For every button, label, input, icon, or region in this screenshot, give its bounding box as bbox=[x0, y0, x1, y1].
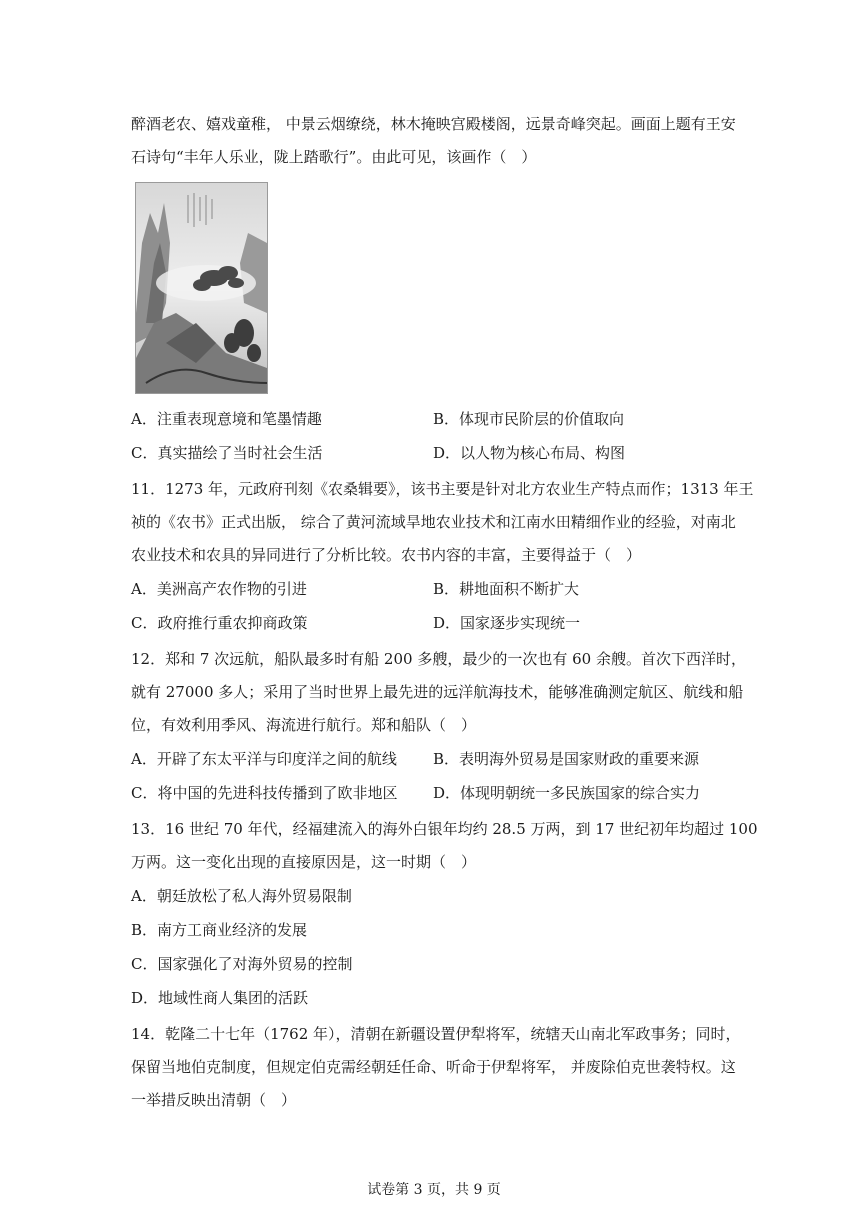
q10-option-b[interactable]: B．体现市民阶层的价值取向 bbox=[433, 410, 625, 428]
q10-option-c[interactable]: C．真实描绘了当时社会生活 bbox=[131, 444, 323, 462]
page-footer: 试卷第 3 页，共 9 页 bbox=[367, 1182, 501, 1198]
q13-option-d[interactable]: D．地域性商人集团的活跃 bbox=[131, 989, 309, 1007]
q11-option-b[interactable]: B．耕地面积不断扩大 bbox=[433, 580, 580, 598]
q11-stem-line-3: 农业技术和农具的异同进行了分析比较。农书内容的丰富，主要得益于（ ） bbox=[131, 546, 642, 564]
q10-stem-line-2: 石诗句“丰年人乐业，陇上踏歌行”。由此可见，该画作（ ） bbox=[131, 148, 537, 166]
q11-option-c[interactable]: C．政府推行重农抑商政策 bbox=[131, 614, 308, 632]
q12-stem-line-3: 位，有效利用季风、海流进行航行。郑和船队（ ） bbox=[131, 716, 477, 734]
q14-stem-line-1: 14．乾隆二十七年（1762 年），清朝在新疆设置伊犁将军，统辖天山南北军政事务；同时， bbox=[131, 1025, 741, 1043]
q12-stem-line-1: 12．郑和 7 次远航，船队最多时有船 200 多艘，最少的一次也有 60 余艘。首次下西洋时， bbox=[131, 650, 746, 668]
q13-option-c[interactable]: C．国家强化了对海外贸易的控制 bbox=[131, 955, 353, 973]
q12-stem-line-2: 就有 27000 多人；采用了当时世界上最先进的远洋航海技术，能够准确测定航区、航线和船 bbox=[131, 683, 744, 701]
q12-option-c[interactable]: C．将中国的先进科技传播到了欧非地区 bbox=[131, 784, 398, 802]
q10-option-d[interactable]: D．以人物为核心布局、构图 bbox=[433, 444, 626, 462]
q11-stem-line-1: 11．1273 年，元政府刊刻《农桑辑要》，该书主要是针对北方农业生产特点而作；1313 年王 bbox=[131, 480, 754, 498]
q13-option-a[interactable]: A．朝廷放松了私人海外贸易限制 bbox=[131, 887, 352, 905]
q11-option-d[interactable]: D．国家逐步实现统一 bbox=[433, 614, 581, 632]
q12-option-b[interactable]: B．表明海外贸易是国家财政的重要来源 bbox=[433, 750, 700, 768]
q10-stem-line-1: 醉酒老农、嬉戏童稚， 中景云烟缭绕，林木掩映宫殿楼阁，远景奇峰突起。画面上题有王安 bbox=[131, 115, 736, 133]
q10-option-a[interactable]: A．注重表现意境和笔墨情趣 bbox=[131, 410, 322, 428]
q13-stem-line-2: 万两。这一变化出现的直接原因是，这一时期（ ） bbox=[131, 853, 477, 871]
q11-option-a[interactable]: A．美洲高产农作物的引进 bbox=[131, 580, 307, 598]
q13-option-b[interactable]: B．南方工商业经济的发展 bbox=[131, 921, 308, 939]
q14-stem-line-2: 保留当地伯克制度，但规定伯克需经朝廷任命、听命于伊犁将军， 并废除伯克世袭特权。这 bbox=[131, 1058, 736, 1076]
q13-stem-line-1: 13．16 世纪 70 年代，经福建流入的海外白银年均约 28.5 万两，到 17 世纪初年均超过 100 bbox=[131, 820, 758, 838]
q14-stem-line-3: 一举措反映出清朝（ ） bbox=[131, 1091, 297, 1109]
landscape-painting-image bbox=[135, 182, 268, 394]
q12-option-a[interactable]: A．开辟了东太平洋与印度洋之间的航线 bbox=[131, 750, 397, 768]
q12-option-d[interactable]: D．体现明朝统一多民族国家的综合实力 bbox=[433, 784, 701, 802]
q11-stem-line-2: 祯的《农书》正式出版， 综合了黄河流域旱地农业技术和江南水田精细作业的经验，对南北 bbox=[131, 513, 736, 531]
